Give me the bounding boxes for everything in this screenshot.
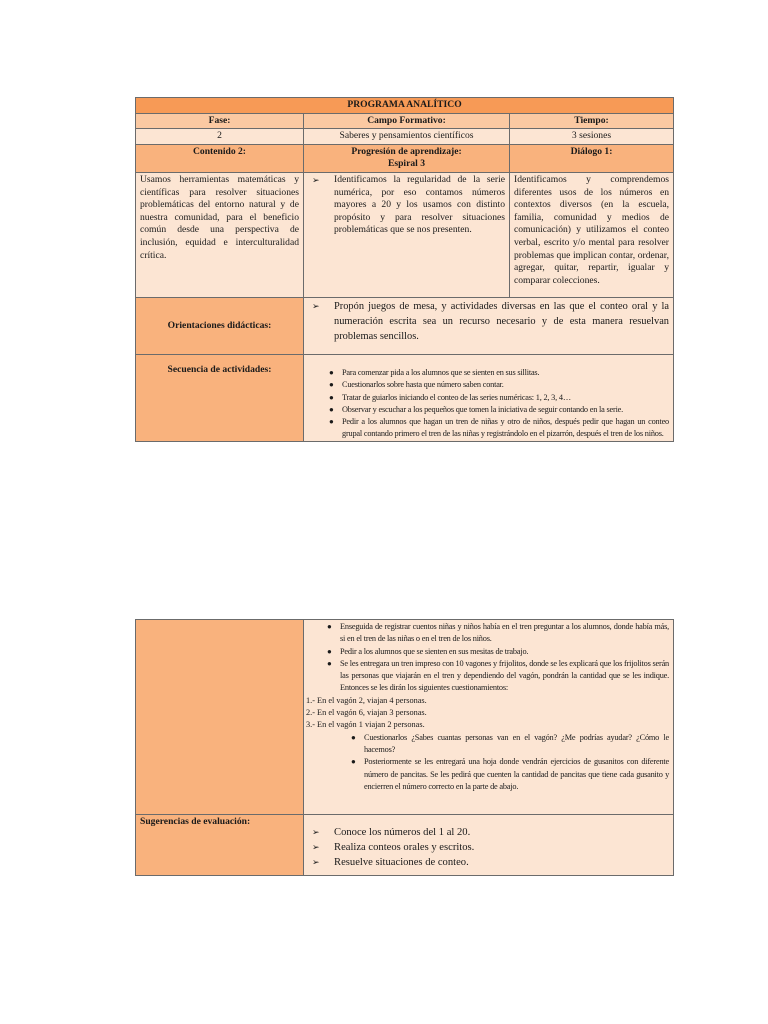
arrow-bullet-icon: ➢	[312, 174, 320, 185]
secuencia-continuation-cell	[304, 620, 674, 815]
table-title: PROGRAMA ANALÍTICO	[136, 98, 674, 114]
evaluacion-item: ➢ Conoce los números del 1 al 20.	[312, 827, 471, 838]
evaluacion-item: ➢ Realiza conteos orales y escritos.	[312, 842, 475, 853]
secuencia-item: ● Se les entregara un tren impreso con 10 vagones y frijolitos, donde se les explicará que los frijolitos serán las personas que viajarán en el tren y dependiendo del vagón, pondrán la cantidad que se les indique. Entonces se les dirán los siguientes cuestionamientos:	[327, 658, 670, 693]
progresion-label-line2: Espiral 3	[387, 158, 426, 170]
campo-formativo-label: Campo Formativo:	[304, 113, 510, 129]
arrow-bullet-icon: ➢	[312, 827, 320, 837]
numbered-item: 1.- En el vagón 2, viajan 4 personas.	[306, 695, 427, 705]
secuencia-item: ● Observar y escuchar a los pequeños que tomen la iniciativa de seguir contando en la serie.	[342, 404, 669, 416]
progresion-label-line1: Progresión de aprendizaje:	[351, 145, 462, 157]
orientaciones-cell	[304, 297, 674, 354]
secuencia-label: Secuencia de actividades:	[136, 354, 304, 441]
secuencia-item: ● Pedir a los alumnos que hagan un tren de niñas y otro de niños, después pedir que hagan un conteo grupal contando primero el tren de las niñas y registrándolo en el pizarrón, después el tren de los niños.	[329, 417, 670, 439]
secuencia-item: ● Posteriormente se les entregará una hoja donde vendrán ejercicios de gusanitos con diferente número de pancitas. Se les pedirá que cuenten la cantidad de pancitas que tiene cada gusanito y encierren el número correcto en la parte de abajo.	[351, 757, 670, 791]
secuencia-item: ● Cuestionarlos sobre hasta que número saben contar.	[342, 379, 669, 391]
dialogo-label: Diálogo 1:	[510, 144, 674, 172]
secuencia-item: ● Tratar de guiarlos iniciando el conteo de las series numéricas: 1, 2, 3, 4…	[342, 392, 669, 404]
progresion-item	[308, 174, 505, 237]
secuencia-item: ● Cuestionarlos ¿Sabes cuantas personas van en el vagón? ¿Me podrías ayudar? ¿Cómo le hacemos?	[351, 732, 670, 754]
orientaciones-text: Propón juegos de mesa, y actividades diversas en las que el conteo oral y la numeración escrita sea un recurso necesario y de esta manera resuelvan problemas sencillos.	[334, 300, 670, 342]
arrow-bullet-icon: ➢	[312, 857, 320, 867]
bullet-icon: ●	[329, 367, 334, 377]
progresion-cell	[304, 172, 510, 297]
programa-analitico-continuation-table	[135, 619, 674, 876]
tiempo-value: 3 sesiones	[510, 129, 674, 145]
evaluacion-item: ➢ Resuelve situaciones de conteo.	[312, 857, 469, 868]
arrow-bullet-icon: ➢	[312, 300, 320, 311]
secuencia-item: ● Pedir a los alumnos que se sienten en sus mesitas de trabajo.	[340, 646, 669, 658]
progresion-label	[304, 144, 510, 172]
arrow-bullet-icon: ➢	[312, 842, 320, 852]
sugerencias-cell	[304, 815, 674, 876]
numbered-item: 2.- En el vagón 6, viajan 3 personas.	[306, 708, 427, 718]
secuencia-item: ● Para comenzar pida a los alumnos que se sienten en sus sillitas.	[342, 367, 669, 379]
bullet-icon: ●	[329, 417, 334, 427]
programa-analitico-table	[135, 97, 674, 442]
numbered-item: 3.- En el vagón 1 viajan 2 personas.	[306, 720, 425, 730]
fase-value: 2	[136, 129, 304, 145]
bullet-icon: ●	[327, 646, 332, 656]
secuencia-continuation-label-cell	[136, 620, 304, 815]
orientaciones-label: Orientaciones didácticas:	[136, 297, 304, 354]
secuencia-cell	[304, 354, 674, 441]
secuencia-item: ● Enseguida de registrar cuentos niñas y niños había en el tren preguntar a los alumnos, donde había más, si en el tren de las niñas o en el tren de los niños.	[327, 622, 670, 644]
bullet-icon: ●	[329, 404, 334, 414]
sugerencias-label: Sugerencias de evaluación:	[136, 815, 304, 876]
orientaciones-item	[308, 299, 669, 344]
bullet-icon: ●	[329, 392, 334, 402]
tiempo-label: Tiempo:	[510, 113, 674, 129]
progresion-text: Identificamos la regularidad de la serie numérica, por eso contamos números mayores a 20 y los usamos con distinto propósito y para resolver situaciones problemáticas que se nos presenten.	[334, 173, 505, 236]
fase-label: Fase:	[136, 113, 304, 129]
bullet-icon: ●	[329, 380, 334, 390]
bullet-icon: ●	[327, 658, 332, 668]
contenido-label: Contenido 2:	[136, 144, 304, 172]
contenido-text: Usamos herramientas matemáticas y científicas para resolver situaciones problemáticas del entorno natural y de nuestra comunidad, para el beneficio común desde una perspectiva de inclusión, equidad e interculturalidad crítica.	[136, 172, 304, 297]
dialogo-text: Identificamos y comprendemos diferentes usos de los números en contextos diversos (en la escuela, familia, comunidad y medios de comunicación) y utilizamos el conteo verbal, escrito y/o mental para resolver problemas que implican contar, ordenar, agregar, quitar, repartir, igualar y comparar colecciones.	[510, 172, 674, 297]
bullet-icon: ●	[351, 732, 356, 742]
bullet-icon: ●	[351, 757, 356, 767]
bullet-icon: ●	[327, 622, 332, 631]
campo-formativo-value: Saberes y pensamientos científicos	[304, 129, 510, 145]
